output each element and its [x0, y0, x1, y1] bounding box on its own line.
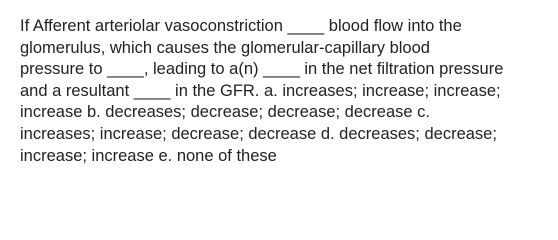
- question-line: increase b. decreases; decrease; decrease; decrease c.: [20, 103, 430, 122]
- question-line: pressure to ____, leading to a(n) ____ in the net filtration pressure: [20, 60, 504, 79]
- question-line: glomerulus, which causes the glomerular-capillary blood: [20, 38, 430, 57]
- question-line: and a resultant ____ in the GFR. a. increases; increase; increase;: [20, 81, 501, 100]
- question-text: [20, 16, 548, 167]
- question-line: increase; increase e. none of these: [20, 146, 277, 165]
- question-line: increases; increase; decrease; decrease d. decreases; decrease;: [20, 124, 497, 143]
- question-line: If Afferent arteriolar vasoconstriction ____ blood flow into the: [20, 17, 462, 35]
